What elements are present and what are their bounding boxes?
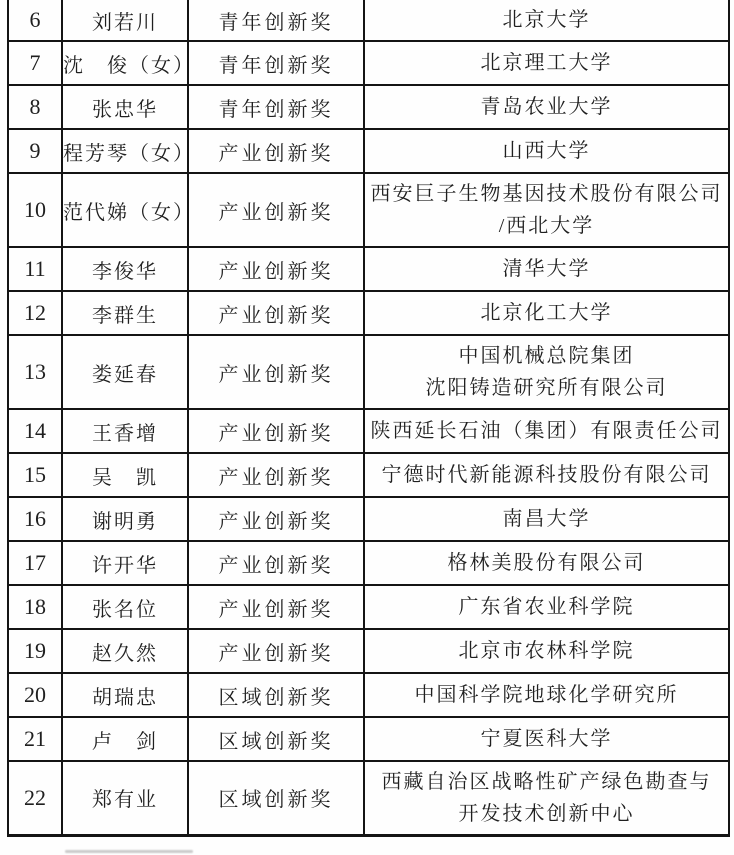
table-row [8, 173, 729, 247]
name-cell: 李俊华 [62, 247, 188, 291]
organization-line: 开发技术创新中心 [458, 802, 635, 825]
organization-line: 沈阳铸造研究所有限公司 [425, 377, 668, 399]
row-number-cell: 6 [8, 0, 62, 41]
award-cell: 产业创新奖 [188, 129, 364, 173]
award-cell: 产业创新奖 [188, 629, 364, 673]
table-row [8, 453, 729, 497]
table-row [8, 585, 729, 629]
organization-line: 北京化工大学 [480, 302, 613, 324]
organization-line: 北京大学 [502, 9, 591, 31]
organization-line: 广东省农业科学院 [458, 596, 635, 618]
row-number-cell: 12 [8, 291, 62, 335]
name-cell: 胡瑞忠 [62, 673, 188, 717]
row-number-cell: 18 [8, 585, 62, 629]
row-number-cell: 21 [8, 717, 62, 761]
organization-line: 青岛农业大学 [480, 96, 613, 118]
organization-cell [364, 41, 729, 85]
table-row [8, 41, 729, 85]
organization-cell [364, 173, 729, 247]
row-number-cell: 14 [8, 409, 62, 453]
organization-line: 陕西延长石油（集团）有限责任公司 [370, 420, 723, 442]
organization-line: 清华大学 [502, 258, 591, 280]
award-cell: 区域创新奖 [188, 673, 364, 717]
table-row [8, 129, 729, 173]
row-number-cell: 15 [8, 453, 62, 497]
table-row [8, 85, 729, 129]
organization-cell [364, 673, 729, 717]
award-cell: 产业创新奖 [188, 335, 364, 409]
row-number-cell: 13 [8, 335, 62, 409]
table-row [8, 0, 729, 41]
name-cell: 王香增 [62, 409, 188, 453]
award-cell: 区域创新奖 [188, 717, 364, 761]
organization-cell [364, 85, 729, 129]
row-number-cell: 20 [8, 673, 62, 717]
organization-line: 西藏自治区战略性矿产绿色勘查与 [381, 770, 712, 793]
name-cell: 李群生 [62, 291, 188, 335]
name-cell: 娄延春 [62, 335, 188, 409]
award-cell: 产业创新奖 [188, 409, 364, 453]
table-body [8, 0, 729, 835]
name-cell: 范代娣（女） [62, 173, 188, 247]
table-row [8, 291, 729, 335]
row-number-cell: 9 [8, 129, 62, 173]
organization-line: 北京理工大学 [480, 52, 613, 74]
name-cell: 赵久然 [62, 629, 188, 673]
award-cell: 青年创新奖 [188, 85, 364, 129]
row-number-cell: 22 [8, 761, 62, 835]
award-cell: 产业创新奖 [188, 291, 364, 335]
table-row [8, 497, 729, 541]
award-cell: 区域创新奖 [188, 761, 364, 835]
name-cell: 张名位 [62, 585, 188, 629]
award-cell: 产业创新奖 [188, 453, 364, 497]
award-winners-table [7, 0, 730, 837]
name-cell: 卢 剑 [62, 717, 188, 761]
organization-cell [364, 0, 729, 41]
organization-cell [364, 541, 729, 585]
table-row [8, 761, 729, 835]
organization-cell [364, 717, 729, 761]
organization-cell [364, 761, 729, 835]
name-cell: 刘若川 [62, 0, 188, 41]
name-cell: 程芳琴（女） [62, 129, 188, 173]
award-cell: 青年创新奖 [188, 0, 364, 41]
organization-cell [364, 335, 729, 409]
award-cell: 青年创新奖 [188, 41, 364, 85]
row-number-cell: 10 [8, 173, 62, 247]
organization-line: 中国机械总院集团 [458, 345, 635, 367]
scan-shadow-artifact [65, 850, 193, 853]
row-number-cell: 16 [8, 497, 62, 541]
organization-cell [364, 409, 729, 453]
award-cell: 产业创新奖 [188, 173, 364, 247]
organization-cell [364, 291, 729, 335]
organization-cell [364, 497, 729, 541]
organization-cell [364, 129, 729, 173]
name-cell: 吴 凯 [62, 453, 188, 497]
organization-line: 格林美股份有限公司 [447, 552, 646, 574]
row-number-cell: 7 [8, 41, 62, 85]
organization-line: 南昌大学 [502, 508, 591, 530]
row-number-cell: 17 [8, 541, 62, 585]
organization-line: 山西大学 [502, 140, 591, 162]
award-cell: 产业创新奖 [188, 247, 364, 291]
table-row [8, 409, 729, 453]
name-cell: 沈 俊（女） [62, 41, 188, 85]
row-number-cell: 19 [8, 629, 62, 673]
name-cell: 郑有业 [62, 761, 188, 835]
row-number-cell: 11 [8, 247, 62, 291]
name-cell: 谢明勇 [62, 497, 188, 541]
organization-line: 中国科学院地球化学研究所 [414, 684, 679, 706]
award-cell: 产业创新奖 [188, 585, 364, 629]
table-row [8, 717, 729, 761]
award-cell: 产业创新奖 [188, 541, 364, 585]
organization-cell [364, 453, 729, 497]
organization-line: 宁德时代新能源科技股份有限公司 [381, 464, 712, 486]
name-cell: 张忠华 [62, 85, 188, 129]
table-row [8, 673, 729, 717]
table-row [8, 541, 729, 585]
table-row [8, 629, 729, 673]
table-row [8, 247, 729, 291]
organization-line: /西北大学 [498, 215, 595, 237]
row-number-cell: 8 [8, 85, 62, 129]
organization-cell [364, 247, 729, 291]
award-cell: 产业创新奖 [188, 497, 364, 541]
organization-cell [364, 629, 729, 673]
organization-line: 宁夏医科大学 [480, 728, 613, 750]
name-cell: 许开华 [62, 541, 188, 585]
table-row [8, 335, 729, 409]
organization-line: 西安巨子生物基因技术股份有限公司 [370, 183, 723, 205]
organization-line: 北京市农林科学院 [458, 640, 635, 662]
organization-cell [364, 585, 729, 629]
